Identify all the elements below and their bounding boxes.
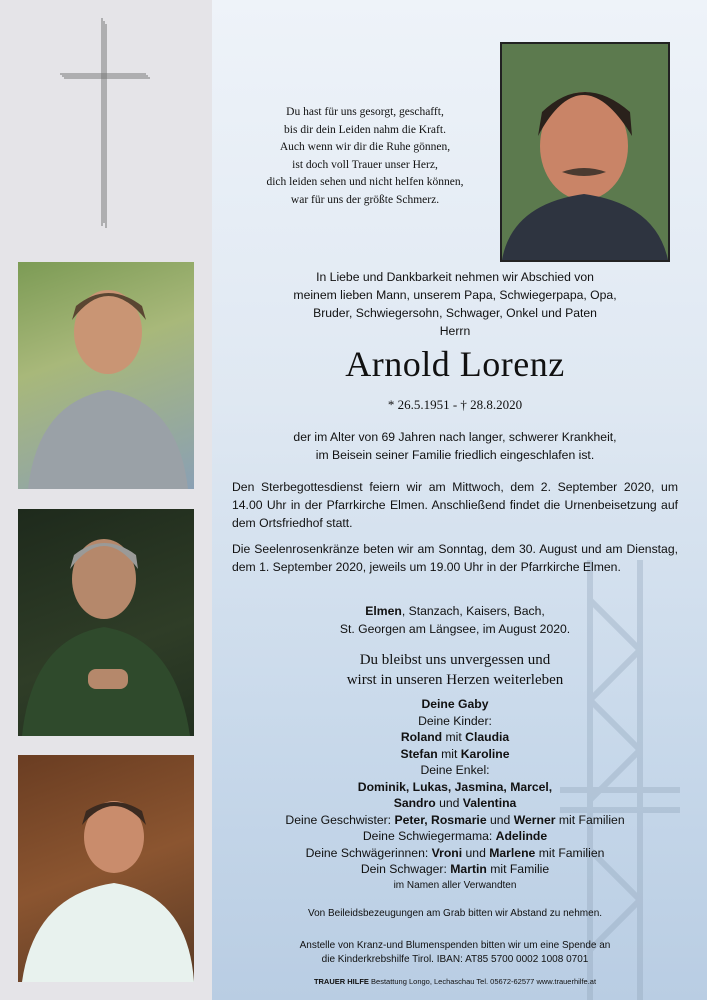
poem-line: bis dir dein Leiden nahm die Kraft. [284, 123, 446, 136]
photo-outdoor-grey-shirt [18, 262, 194, 489]
age-line: der im Alter von 69 Jahren nach langer, schwerer Krankheit, [293, 430, 617, 444]
place-and-date [240, 602, 670, 638]
siblings-label: Deine Geschwister: [285, 812, 392, 827]
family-list [240, 696, 670, 894]
deceased-name: Arnold Lorenz [345, 344, 565, 384]
grandchild-name: Valentina [462, 796, 517, 810]
siblings-suffix: mit Familien [558, 812, 625, 827]
mother-in-law-label: Deine Schwiegermama: [362, 829, 493, 843]
child-name: Roland [400, 730, 443, 744]
connector: und [490, 812, 511, 827]
grandchildren-label: Deine Enkel: [420, 763, 490, 777]
photo-white-shirt [18, 755, 194, 982]
connector: mit [445, 730, 462, 744]
place-bold: Elmen [365, 604, 402, 618]
sisters-in-law-label: Deine Schwägerinnen: [305, 845, 429, 860]
rosary-paragraph: Die Seelenrosenkränze beten wir am Sonntag, dem 30. August und am Dienstag, dem 1. September 2020, jeweils um 19.00 Uhr in der Pfarrkirche Elmen. [232, 542, 678, 574]
photo-green-jacket [18, 509, 194, 736]
donation-note [240, 939, 670, 967]
age-line: im Beisein seiner Familie friedlich eingeschlafen ist. [315, 448, 595, 462]
funeral-mass-paragraph: Den Sterbegottesdienst feiern wir am Mittwoch, dem 2. September 2020, um 14.00 Uhr in der Pfarrkirche Elmen. Anschließend findet die Urnenbeisetzung auf dem Ortsfriedhof statt. [232, 480, 678, 530]
memorial-motto [240, 650, 670, 690]
children-label: Deine Kinder: [418, 713, 492, 728]
poem-line: Auch wenn wir dir die Ruhe gönnen, [279, 141, 451, 153]
motto-line: wirst in unseren Herzen weiterleben [346, 672, 564, 688]
poem-line: dich leiden sehen und nicht helfen können, [266, 176, 464, 188]
grandchildren-names: Dominik, Lukas, Jasmina, Marcel, [357, 779, 553, 794]
main-portrait-photo [500, 42, 670, 262]
sister-in-law-name: Marlene [489, 845, 536, 860]
place-rest: , Stanzach, Kaisers, Bach, [401, 604, 545, 618]
sisters-in-law-suffix: mit Familien [538, 845, 605, 860]
intro-line: In Liebe und Dankbarkeit nehmen wir Abschied von [316, 270, 594, 284]
relatives-line: im Namen aller Verwandten [393, 879, 517, 891]
sibling-names: Peter, Rosmarie [394, 812, 487, 827]
brother-in-law-label: Dein Schwager: [360, 862, 447, 876]
cross-icon [60, 18, 150, 228]
partner-name: Claudia [465, 730, 510, 744]
life-dates: * 26.5.1951 - † 28.8.2020 [387, 397, 523, 412]
poem-line: war für uns der größte Schmerz. [290, 193, 440, 206]
brother-in-law-name: Martin [450, 862, 487, 876]
poem [230, 104, 500, 209]
grandchild-name: Sandro [393, 796, 436, 810]
child-name: Stefan [400, 746, 438, 761]
service-info [232, 478, 678, 584]
intro-line: meinem lieben Mann, unserem Papa, Schwiegerpapa, Opa, [293, 288, 617, 302]
footer-text: Bestattung Longo, Lechaschau Tel. 05672-62577 www.trauerhilfe.at [371, 977, 597, 986]
place-line2: St. Georgen am Längsee, im August 2020. [339, 622, 571, 636]
footer-brand: TRAUER HILFE [313, 977, 369, 986]
intro-line: Bruder, Schwiegersohn, Schwager, Onkel und Paten [313, 306, 597, 320]
poem-line: Du hast für uns gesorgt, geschafft, [286, 106, 444, 118]
intro-line: Herrn [439, 324, 471, 338]
donation-line: die Kinderkrebshilfe Tirol. IBAN: AT85 5700 0002 1008 0701 [321, 954, 589, 965]
motto-line: Du bleibst uns unvergessen und [359, 652, 551, 668]
grave-note: Von Beileidsbezeugungen am Grab bitten wir Abstand zu nehmen. [307, 908, 603, 919]
sibling-name: Werner [513, 812, 556, 827]
footer [240, 977, 670, 986]
wife: Deine Gaby [421, 697, 489, 711]
mother-in-law-name: Adelinde [495, 829, 548, 843]
connector: mit [441, 746, 458, 761]
sister-in-law-name: Vroni [431, 845, 463, 860]
intro-text [240, 268, 670, 340]
brother-in-law-suffix: mit Familie [490, 862, 550, 876]
donation-line: Anstelle von Kranz-und Blumenspenden bitten wir um eine Spende an [299, 940, 611, 951]
connector: und [439, 796, 460, 810]
age-text [240, 428, 670, 464]
partner-name: Karoline [460, 746, 510, 761]
poem-line: ist doch voll Trauer unser Herz, [292, 158, 438, 171]
connector: und [465, 845, 486, 860]
